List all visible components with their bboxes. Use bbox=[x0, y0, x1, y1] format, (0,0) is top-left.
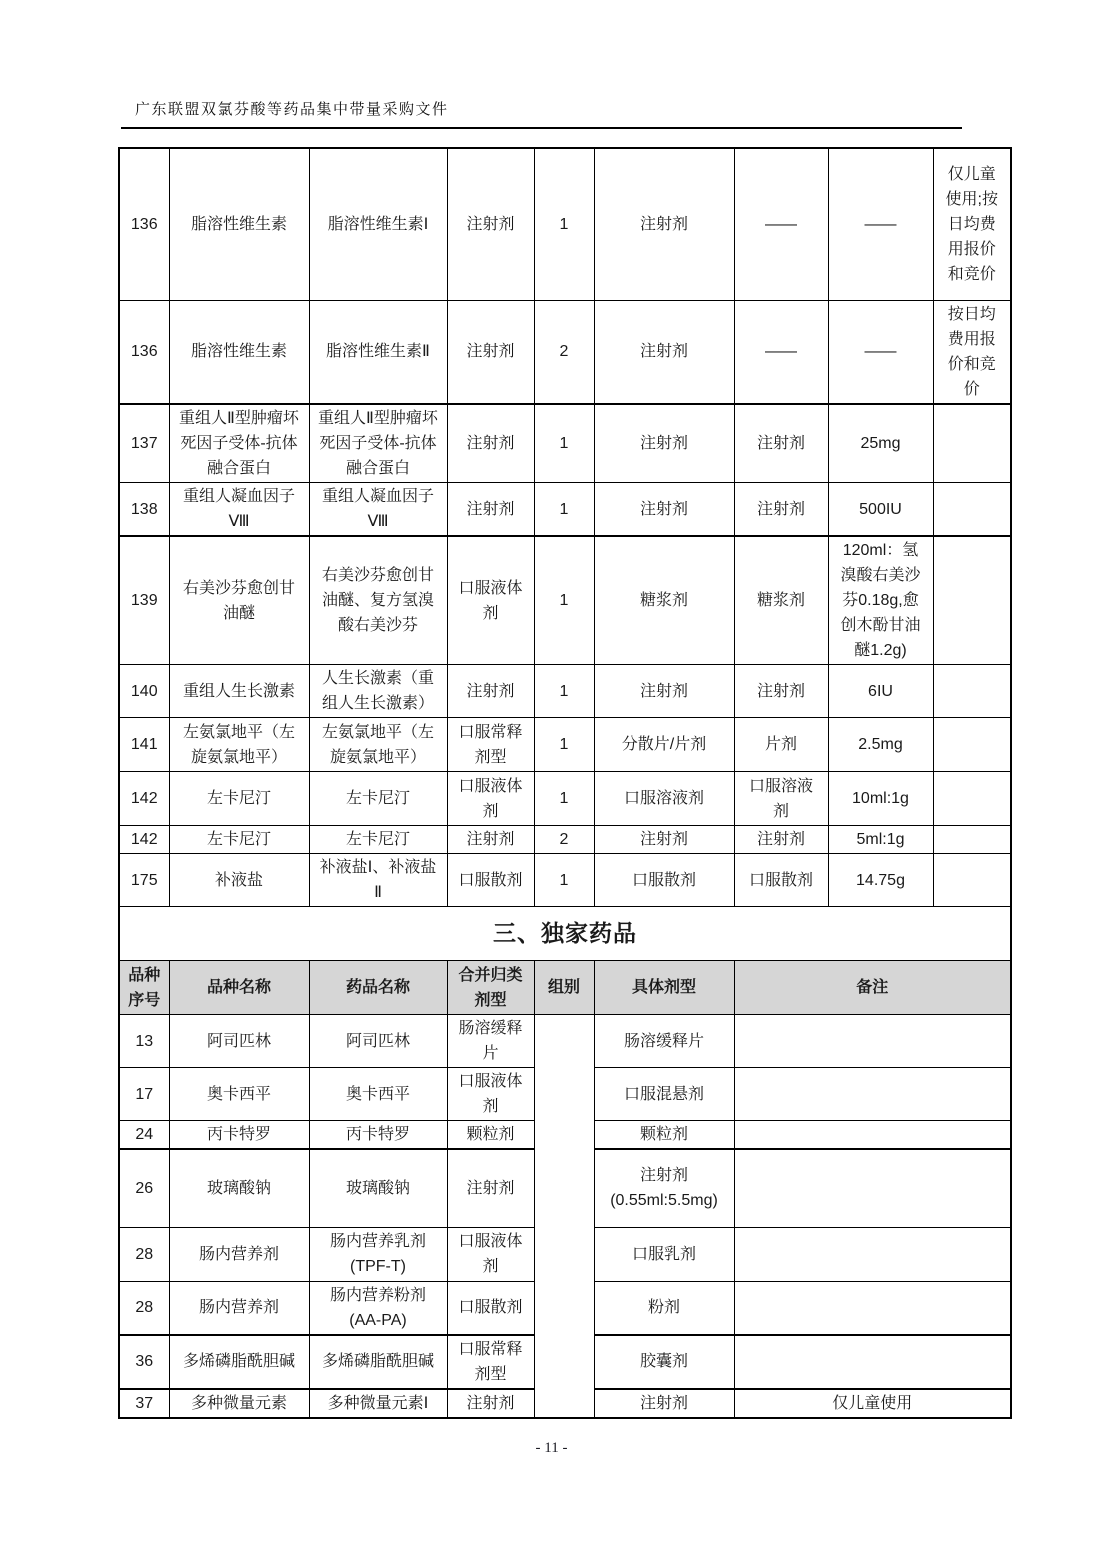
cell-merged-form: 口服常释剂型 bbox=[447, 1335, 534, 1389]
table-row bbox=[119, 718, 1011, 772]
cell-note bbox=[933, 854, 1011, 907]
cell-seq: 142 bbox=[119, 772, 169, 826]
table-row bbox=[119, 665, 1011, 718]
cell-variety: 补液盐 bbox=[169, 854, 309, 907]
cell-note bbox=[933, 665, 1011, 718]
cell-seq: 136 bbox=[119, 300, 169, 404]
cell-seq: 37 bbox=[119, 1389, 169, 1418]
cell-group: 1 bbox=[534, 718, 594, 772]
cell-note bbox=[734, 1068, 1011, 1121]
cell-group: 1 bbox=[534, 854, 594, 907]
cell-note bbox=[734, 1149, 1011, 1227]
cell-note bbox=[734, 1015, 1011, 1068]
cell-specific-form: 颗粒剂 bbox=[594, 1121, 734, 1150]
cell-seq: 137 bbox=[119, 404, 169, 483]
cell-form2: 片剂 bbox=[734, 718, 828, 772]
cell-spec: 6IU bbox=[828, 665, 933, 718]
cell-seq: 24 bbox=[119, 1121, 169, 1150]
cell-form2: 注射剂 bbox=[734, 826, 828, 854]
cell-spec: 14.75g bbox=[828, 854, 933, 907]
cell-seq: 138 bbox=[119, 483, 169, 537]
cell-group: 1 bbox=[534, 404, 594, 483]
cell-group: 1 bbox=[534, 148, 594, 300]
cell-seq: 28 bbox=[119, 1281, 169, 1335]
cell-seq: 28 bbox=[119, 1227, 169, 1281]
cell-variety: 左氨氯地平（左旋氨氯地平） bbox=[169, 718, 309, 772]
cell-seq: 141 bbox=[119, 718, 169, 772]
cell-seq: 13 bbox=[119, 1015, 169, 1068]
cell-mform: 口服常释剂型 bbox=[447, 718, 534, 772]
cell-seq: 26 bbox=[119, 1149, 169, 1227]
cell-mform: 注射剂 bbox=[447, 404, 534, 483]
cell-sform: 注射剂 bbox=[594, 404, 734, 483]
cell-note bbox=[933, 404, 1011, 483]
column-header-specific-form: 具体剂型 bbox=[594, 961, 734, 1015]
cell-form2: 注射剂 bbox=[734, 404, 828, 483]
drug-table bbox=[118, 147, 1012, 1419]
table-row bbox=[119, 536, 1011, 665]
cell-note: 仅儿童使用 bbox=[734, 1389, 1011, 1418]
table-row bbox=[119, 404, 1011, 483]
cell-note bbox=[933, 772, 1011, 826]
cell-specific-form: 注射剂(0.55ml:5.5mg) bbox=[594, 1149, 734, 1227]
cell-sform: 口服散剂 bbox=[594, 854, 734, 907]
cell-drug: 右美沙芬愈创甘油醚、复方氢溴酸右美沙芬 bbox=[309, 536, 447, 665]
cell-group: 1 bbox=[534, 483, 594, 537]
cell-note bbox=[734, 1281, 1011, 1335]
cell-spec: 120ml：氢溴酸右美沙芬0.18g,愈创木酚甘油醚1.2g) bbox=[828, 536, 933, 665]
cell-variety: 肠内营养剂 bbox=[169, 1227, 309, 1281]
cell-mform: 口服散剂 bbox=[447, 854, 534, 907]
cell-mform: 口服液体剂 bbox=[447, 536, 534, 665]
cell-sform: 注射剂 bbox=[594, 148, 734, 300]
cell-group: 1 bbox=[534, 772, 594, 826]
cell-form2: 口服散剂 bbox=[734, 854, 828, 907]
cell-merged-form: 注射剂 bbox=[447, 1149, 534, 1227]
cell-variety: 左卡尼汀 bbox=[169, 826, 309, 854]
drug-procurement-table bbox=[118, 147, 1012, 1419]
cell-drug: 阿司匹林 bbox=[309, 1015, 447, 1068]
cell-merged-form: 肠溶缓释片 bbox=[447, 1015, 534, 1068]
section-title-row bbox=[119, 907, 1011, 961]
section-title: 三、独家药品 bbox=[119, 907, 1011, 961]
cell-variety: 玻璃酸钠 bbox=[169, 1149, 309, 1227]
cell-seq: 136 bbox=[119, 148, 169, 300]
cell-specific-form: 口服乳剂 bbox=[594, 1227, 734, 1281]
cell-variety: 重组人生长激素 bbox=[169, 665, 309, 718]
cell-drug: 左卡尼汀 bbox=[309, 826, 447, 854]
cell-group: 1 bbox=[534, 536, 594, 665]
cell-spec: —— bbox=[828, 148, 933, 300]
page-number: - 11 - bbox=[535, 1440, 568, 1456]
cell-form2: —— bbox=[734, 300, 828, 404]
table-row bbox=[119, 300, 1011, 404]
cell-merged-form: 颗粒剂 bbox=[447, 1121, 534, 1150]
cell-specific-form: 口服混悬剂 bbox=[594, 1068, 734, 1121]
cell-sform: 注射剂 bbox=[594, 826, 734, 854]
cell-drug: 脂溶性维生素Ⅱ bbox=[309, 300, 447, 404]
cell-form2: 注射剂 bbox=[734, 483, 828, 537]
cell-variety: 脂溶性维生素 bbox=[169, 148, 309, 300]
cell-group: 2 bbox=[534, 300, 594, 404]
cell-merged-form: 注射剂 bbox=[447, 1389, 534, 1418]
cell-merged-form: 口服液体剂 bbox=[447, 1227, 534, 1281]
cell-drug: 肠内营养粉剂(AA-PA) bbox=[309, 1281, 447, 1335]
table-row bbox=[119, 772, 1011, 826]
table-row bbox=[119, 826, 1011, 854]
cell-drug: 多烯磷脂酰胆碱 bbox=[309, 1335, 447, 1389]
cell-drug: 左卡尼汀 bbox=[309, 772, 447, 826]
cell-spec: 500IU bbox=[828, 483, 933, 537]
cell-specific-form: 粉剂 bbox=[594, 1281, 734, 1335]
cell-variety: 肠内营养剂 bbox=[169, 1281, 309, 1335]
cell-group: 2 bbox=[534, 826, 594, 854]
cell-variety: 右美沙芬愈创甘油醚 bbox=[169, 536, 309, 665]
cell-form2: —— bbox=[734, 148, 828, 300]
column-header-seq: 品种序号 bbox=[119, 961, 169, 1015]
cell-sform: 注射剂 bbox=[594, 483, 734, 537]
cell-sform: 分散片/片剂 bbox=[594, 718, 734, 772]
cell-sform: 糖浆剂 bbox=[594, 536, 734, 665]
cell-seq: 142 bbox=[119, 826, 169, 854]
cell-group: 1 bbox=[534, 665, 594, 718]
cell-note bbox=[933, 483, 1011, 537]
cell-variety: 多种微量元素 bbox=[169, 1389, 309, 1418]
cell-variety: 阿司匹林 bbox=[169, 1015, 309, 1068]
cell-drug: 丙卡特罗 bbox=[309, 1121, 447, 1150]
cell-sform: 注射剂 bbox=[594, 300, 734, 404]
column-header-group: 组别 bbox=[534, 961, 594, 1015]
cell-drug: 补液盐Ⅰ、补液盐Ⅱ bbox=[309, 854, 447, 907]
cell-variety: 脂溶性维生素 bbox=[169, 300, 309, 404]
cell-form2: 口服溶液剂 bbox=[734, 772, 828, 826]
cell-seq: 140 bbox=[119, 665, 169, 718]
cell-mform: 注射剂 bbox=[447, 483, 534, 537]
cell-note bbox=[734, 1227, 1011, 1281]
table-row bbox=[119, 1015, 1011, 1068]
cell-variety: 丙卡特罗 bbox=[169, 1121, 309, 1150]
cell-seq: 139 bbox=[119, 536, 169, 665]
cell-seq: 36 bbox=[119, 1335, 169, 1389]
cell-merged-form: 口服散剂 bbox=[447, 1281, 534, 1335]
cell-specific-form: 胶囊剂 bbox=[594, 1335, 734, 1389]
cell-variety: 左卡尼汀 bbox=[169, 772, 309, 826]
table-row bbox=[119, 854, 1011, 907]
cell-drug: 肠内营养乳剂(TPF-T) bbox=[309, 1227, 447, 1281]
cell-variety: 重组人凝血因子Ⅷ bbox=[169, 483, 309, 537]
cell-spec: 5ml:1g bbox=[828, 826, 933, 854]
cell-note: 按日均费用报价和竞价 bbox=[933, 300, 1011, 404]
cell-drug: 左氨氯地平（左旋氨氯地平） bbox=[309, 718, 447, 772]
cell-merged-form: 口服液体剂 bbox=[447, 1068, 534, 1121]
cell-specific-form: 肠溶缓释片 bbox=[594, 1015, 734, 1068]
cell-spec: 10ml:1g bbox=[828, 772, 933, 826]
column-header-note: 备注 bbox=[734, 961, 1011, 1015]
cell-drug: 多种微量元素Ⅰ bbox=[309, 1389, 447, 1418]
cell-drug: 玻璃酸钠 bbox=[309, 1149, 447, 1227]
header-rule bbox=[121, 127, 962, 129]
cell-mform: 注射剂 bbox=[447, 148, 534, 300]
cell-note: 仅儿童使用;按日均费用报价和竞价 bbox=[933, 148, 1011, 300]
cell-drug: 重组人凝血因子Ⅷ bbox=[309, 483, 447, 537]
cell-drug: 人生长激素（重组人生长激素） bbox=[309, 665, 447, 718]
cell-form2: 糖浆剂 bbox=[734, 536, 828, 665]
cell-variety: 重组人Ⅱ型肿瘤坏死因子受体-抗体融合蛋白 bbox=[169, 404, 309, 483]
cell-note bbox=[734, 1335, 1011, 1389]
cell-mform: 口服液体剂 bbox=[447, 772, 534, 826]
column-header-variety: 品种名称 bbox=[169, 961, 309, 1015]
cell-note bbox=[933, 536, 1011, 665]
table-row bbox=[119, 483, 1011, 537]
cell-drug: 脂溶性维生素Ⅰ bbox=[309, 148, 447, 300]
column-header-drug: 药品名称 bbox=[309, 961, 447, 1015]
cell-sform: 注射剂 bbox=[594, 665, 734, 718]
cell-spec: 25mg bbox=[828, 404, 933, 483]
cell-drug: 奥卡西平 bbox=[309, 1068, 447, 1121]
cell-note bbox=[734, 1121, 1011, 1150]
table-row bbox=[119, 148, 1011, 300]
cell-seq: 17 bbox=[119, 1068, 169, 1121]
column-header-merged-form: 合并归类剂型 bbox=[447, 961, 534, 1015]
cell-group-merged bbox=[534, 1015, 594, 1418]
cell-drug: 重组人Ⅱ型肿瘤坏死因子受体-抗体融合蛋白 bbox=[309, 404, 447, 483]
cell-mform: 注射剂 bbox=[447, 826, 534, 854]
cell-seq: 175 bbox=[119, 854, 169, 907]
cell-spec: 2.5mg bbox=[828, 718, 933, 772]
cell-variety: 奥卡西平 bbox=[169, 1068, 309, 1121]
document-header-title: 广东联盟双氯芬酸等药品集中带量采购文件 bbox=[135, 102, 449, 118]
cell-sform: 口服溶液剂 bbox=[594, 772, 734, 826]
cell-specific-form: 注射剂 bbox=[594, 1389, 734, 1418]
cell-note bbox=[933, 826, 1011, 854]
cell-mform: 注射剂 bbox=[447, 665, 534, 718]
cell-spec: —— bbox=[828, 300, 933, 404]
cell-mform: 注射剂 bbox=[447, 300, 534, 404]
cell-form2: 注射剂 bbox=[734, 665, 828, 718]
exclusive-table-header-row bbox=[119, 961, 1011, 1015]
cell-variety: 多烯磷脂酰胆碱 bbox=[169, 1335, 309, 1389]
cell-note bbox=[933, 718, 1011, 772]
